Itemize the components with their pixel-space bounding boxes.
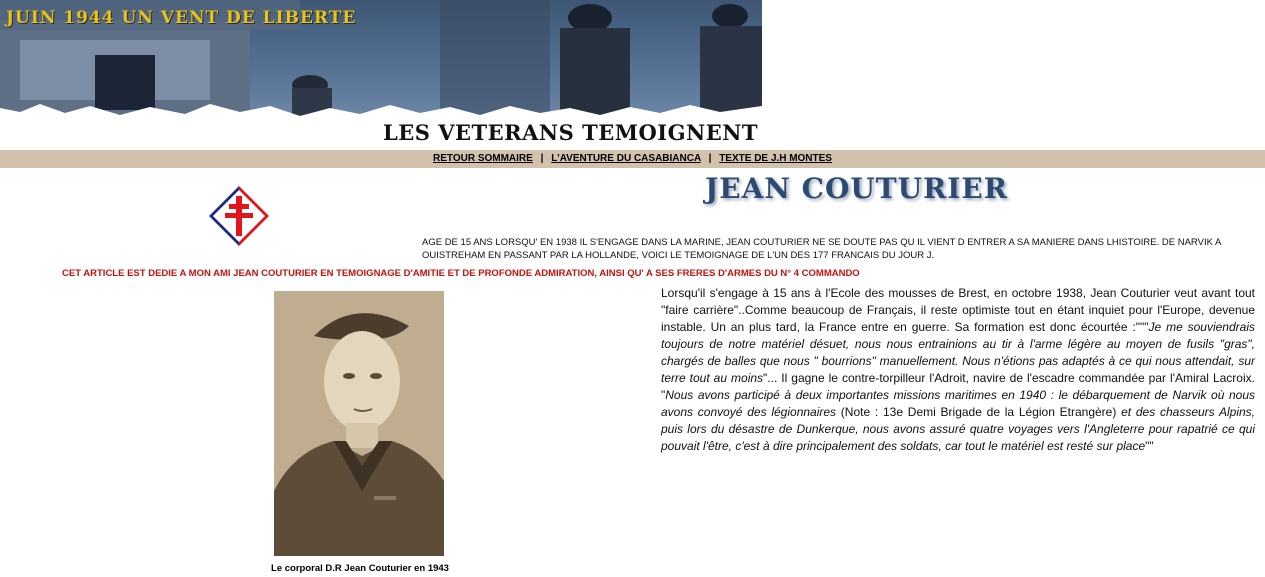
site-title: JUIN 1944 UN VENT DE LIBERTE <box>6 8 357 28</box>
article-quote-2: Nous avons participé à deux importantes missions maritimes en 1940 : le débarquement de Narvik où nous avons convoyé des légionnaires <box>661 388 1255 419</box>
photo-caption: Le corporal D.R Jean Couturier en 1943 <box>271 563 449 574</box>
article-closing-quote: "" <box>1145 439 1154 453</box>
nav-link-texte-montes[interactable]: TEXTE DE J.H MONTES <box>719 153 832 164</box>
article-note: (Note : 13e Demi Brigade de la Légion Etrangère) <box>836 405 1122 419</box>
article-text <box>661 285 1255 455</box>
nav-link-aventure-casabianca[interactable]: L'AVENTURE DU CASABIANCA <box>551 153 701 164</box>
nav-link-retour-sommaire[interactable]: RETOUR SOMMAIRE <box>433 153 533 164</box>
article-paragraph-2: "... Il gagne le contre-torpilleur l'Adroit, navire de l'escadre commandée par l'Amiral Lacroix. " <box>661 371 1255 402</box>
header-banner <box>0 0 762 150</box>
article-quote-1: Je me souviendrais toujours de notre matériel désuet, nous nous entrainions au tir à l'arme légère au moyen de fusils "gras", chargés de balles que nous " bourrions" manuellement. Nous n'étions pas adaptés à ce qui nous attendait, sur terre tout au moins <box>661 320 1255 385</box>
article-paragraph-1: Lorsqu'il s'engage à 15 ans à l'Ecole des mousses de Brest, en octobre 1938, Jean Couturier veut avant tout "faire carrière"..Comme beaucoup de Français, il reste optimiste tout en étant inquiet pour l'Europe, devenue instable. Un an plus tard, la France entre en guerre. Sa formation est donc écourtée :""" <box>661 286 1255 334</box>
page-title: JEAN COUTURIER <box>705 172 1008 205</box>
portrait-photo <box>274 291 444 556</box>
section-title: LES VETERANS TEMOIGNENT <box>383 120 759 145</box>
cross-of-lorraine-icon <box>209 186 269 246</box>
nav-separator: | <box>708 153 712 164</box>
dedication-text: CET ARTICLE EST DEDIE A MON AMI JEAN COUTURIER EN TEMOIGNAGE D'AMITIE ET DE PROFONDE ADMIRATION, AINSI QU' A SES FRERES D'ARMES DU N° 4 COMMANDO <box>62 268 860 279</box>
article-quote-3: et des chasseurs Alpins, puis lors du désastre de Dunkerque, nous avons assuré quatre voyages vers l'Angleterre pour rapatrié ce qui pouvait l'être, c'est à dire principalement des soldats, car tout le matériel est resté sur place <box>661 405 1255 453</box>
intro-text: AGE DE 15 ANS LORSQU' EN 1938 IL S'ENGAGE DANS LA MARINE, JEAN COUTURIER NE SE DOUTE PAS QU IL VIENT D ENTRER A SA MANIERE DANS LHISTOIRE. DE NARVIK A OUISTREHAM EN PASSANT PAR LA HOLLANDE, VOICI LE TEMOIGNAGE DE L'UN DES 177 FRANCAIS DU JOUR J. <box>422 237 1221 261</box>
nav-bar <box>0 150 1265 168</box>
nav-separator: | <box>540 153 544 164</box>
